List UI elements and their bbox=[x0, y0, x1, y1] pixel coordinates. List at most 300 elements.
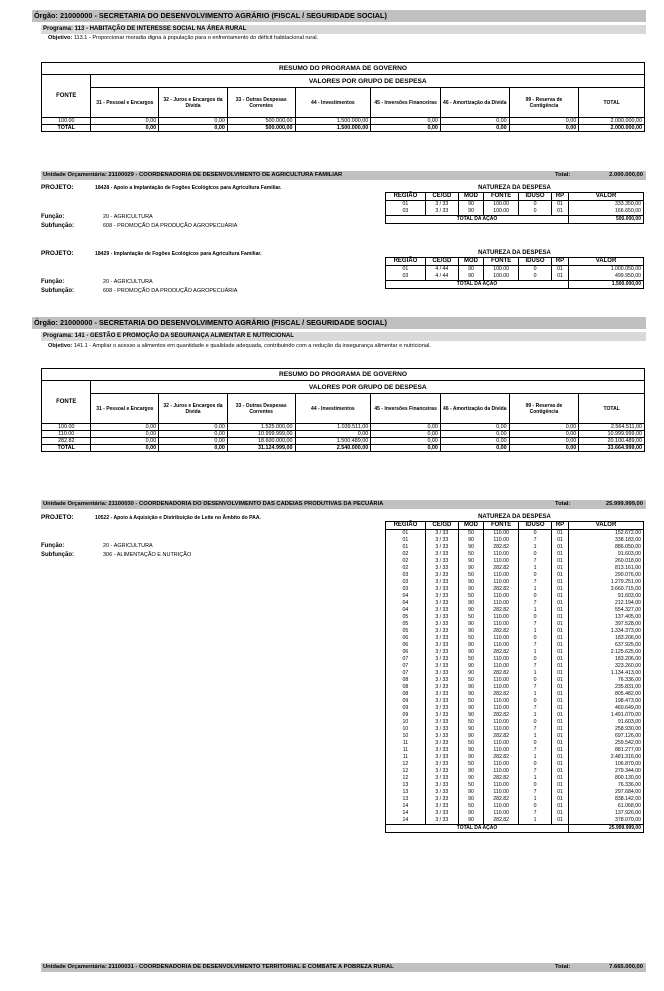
mod-cell: 90 bbox=[458, 544, 483, 551]
col-iduso: IDUSO bbox=[519, 258, 552, 266]
uo-total-label: Total: bbox=[555, 501, 571, 507]
iduso-cell: 0 bbox=[519, 208, 552, 216]
value-cell: 0,00 bbox=[91, 118, 159, 125]
rp-cell: 01 bbox=[551, 642, 568, 649]
cegd-cell: 3 / 33 bbox=[425, 768, 458, 775]
mod-cell: 90 bbox=[458, 754, 483, 761]
fonte-cell: 282.82 bbox=[484, 796, 519, 803]
rp-cell: 01 bbox=[551, 726, 568, 733]
valor-cell: 259.542,00 bbox=[569, 740, 644, 747]
iduso-cell: 1 bbox=[519, 670, 552, 677]
col-99: 99 - Reserva de Contigência bbox=[509, 88, 579, 118]
mod-cell: 90 bbox=[458, 558, 483, 565]
regiao-cell: 02 bbox=[386, 558, 426, 565]
value-cell: 18.600.000,00 bbox=[227, 438, 295, 445]
mod-cell: 90 bbox=[458, 628, 483, 635]
col-valor: VALOR bbox=[569, 522, 644, 530]
value-cell: 1.525.000,00 bbox=[227, 424, 295, 431]
resumo-programa-table bbox=[41, 62, 645, 132]
natureza-row bbox=[386, 670, 644, 677]
rp-cell: 01 bbox=[551, 747, 568, 754]
iduso-cell: 1 bbox=[519, 754, 552, 761]
total-cell: 0,00 bbox=[509, 445, 579, 452]
valor-cell: 91.603,00 bbox=[569, 551, 644, 558]
mod-cell: 50 bbox=[458, 530, 483, 538]
fonte-cell: 110.00 bbox=[484, 530, 519, 538]
rp-cell: 01 bbox=[551, 572, 568, 579]
natureza-row bbox=[386, 775, 644, 782]
regiao-cell: 05 bbox=[386, 628, 426, 635]
rp-cell: 01 bbox=[551, 677, 568, 684]
value-cell: 0,00 bbox=[440, 431, 509, 438]
col-cegd: CE/GD bbox=[425, 258, 458, 266]
col-cegd: CE/GD bbox=[425, 193, 458, 201]
regiao-cell: 04 bbox=[386, 607, 426, 614]
fonte-cell: 110.00 bbox=[484, 719, 519, 726]
fonte-cell: 110.00 bbox=[484, 656, 519, 663]
regiao-cell: 12 bbox=[386, 761, 426, 768]
objetivo-text: 113.1 - Proporcionar moradia digna à população para o enfrentamento do déficit habitacional rural. bbox=[73, 35, 319, 41]
regiao-cell: 09 bbox=[386, 698, 426, 705]
cegd-cell: 3 / 33 bbox=[425, 558, 458, 565]
natureza-row bbox=[386, 273, 644, 281]
iduso-cell: 1 bbox=[519, 691, 552, 698]
rp-cell: 01 bbox=[551, 733, 568, 740]
objetivo-line bbox=[48, 342, 644, 350]
natureza-row bbox=[386, 761, 644, 768]
cegd-cell: 3 / 33 bbox=[425, 789, 458, 796]
regiao-cell: 05 bbox=[386, 621, 426, 628]
regiao-cell: 14 bbox=[386, 803, 426, 810]
iduso-cell: 0 bbox=[519, 635, 552, 642]
programa-header: Programa: 141 - GESTÃO E PROMOÇÃO DA SEGURANÇA ALIMENTAR E NUTRICIONAL bbox=[41, 332, 646, 341]
iduso-cell: 1 bbox=[519, 628, 552, 635]
mod-cell: 50 bbox=[458, 593, 483, 600]
col-iduso: IDUSO bbox=[519, 522, 552, 530]
valor-cell: 838.142,00 bbox=[569, 796, 644, 803]
natureza-despesa-table bbox=[385, 185, 644, 224]
regiao-cell: 10 bbox=[386, 719, 426, 726]
rp-cell: 01 bbox=[551, 670, 568, 677]
funcao-value: 20 - AGRICULTURA bbox=[103, 214, 153, 220]
uo-total-value: 7.665.000,00 bbox=[609, 964, 643, 970]
valor-cell: 152.672,00 bbox=[569, 530, 644, 538]
col-44: 44 - Investimentos bbox=[295, 88, 371, 118]
iduso-cell: 0 bbox=[519, 551, 552, 558]
mod-cell: 50 bbox=[458, 656, 483, 663]
total-label: TOTAL bbox=[42, 125, 91, 132]
fonte-cell: 100.00 bbox=[484, 273, 519, 281]
mod-cell: 90 bbox=[458, 579, 483, 586]
natureza-row bbox=[386, 747, 644, 754]
iduso-cell: 7 bbox=[519, 663, 552, 670]
valor-cell: 166.650,00 bbox=[569, 208, 644, 216]
iduso-cell: 1 bbox=[519, 817, 552, 825]
rp-cell: 01 bbox=[551, 775, 568, 782]
regiao-cell: 14 bbox=[386, 810, 426, 817]
cegd-cell: 3 / 33 bbox=[425, 754, 458, 761]
uo-total-value: 25.999.999,00 bbox=[605, 501, 643, 507]
regiao-cell: 12 bbox=[386, 775, 426, 782]
value-cell: 0,00 bbox=[295, 431, 371, 438]
rp-cell: 01 bbox=[551, 782, 568, 789]
col-regiao: REGIÃO bbox=[386, 258, 426, 266]
regiao-cell: 02 bbox=[386, 565, 426, 572]
valor-cell: 637.925,00 bbox=[569, 642, 644, 649]
mod-cell: 50 bbox=[458, 761, 483, 768]
col-32: 32 - Juros e Encargos da Dívida bbox=[159, 394, 228, 424]
valor-cell: 1.000.050,00 bbox=[569, 266, 644, 274]
iduso-cell: 1 bbox=[519, 775, 552, 782]
fonte-cell: 110.00 bbox=[484, 600, 519, 607]
cegd-cell: 3 / 33 bbox=[425, 712, 458, 719]
regiao-cell: 07 bbox=[386, 663, 426, 670]
iduso-cell: 0 bbox=[519, 593, 552, 600]
objetivo-label: Objetivo: bbox=[48, 343, 73, 349]
cegd-cell: 3 / 33 bbox=[425, 600, 458, 607]
natureza-row bbox=[386, 208, 644, 216]
value-cell: 0,00 bbox=[91, 431, 159, 438]
natureza-row bbox=[386, 600, 644, 607]
cegd-cell: 3 / 33 bbox=[425, 614, 458, 621]
rp-cell: 01 bbox=[551, 698, 568, 705]
regiao-cell: 14 bbox=[386, 817, 426, 825]
regiao-cell: 03 bbox=[386, 273, 426, 281]
col-45: 45 - Inversões Financeiras bbox=[371, 394, 441, 424]
value-cell: 10.999.999,00 bbox=[227, 431, 295, 438]
valor-cell: 800.130,00 bbox=[569, 775, 644, 782]
cegd-cell: 3 / 33 bbox=[425, 593, 458, 600]
rp-cell: 01 bbox=[551, 628, 568, 635]
mod-cell: 90 bbox=[458, 649, 483, 656]
natureza-row bbox=[386, 677, 644, 684]
fonte-cell: 110.00 bbox=[484, 810, 519, 817]
valor-cell: 297.684,00 bbox=[569, 789, 644, 796]
value-cell: 20.100.489,00 bbox=[579, 438, 645, 445]
mod-cell: 90 bbox=[458, 565, 483, 572]
natureza-row bbox=[386, 796, 644, 803]
mod-cell: 50 bbox=[458, 719, 483, 726]
valor-cell: 338.183,00 bbox=[569, 537, 644, 544]
rp-cell: 01 bbox=[551, 635, 568, 642]
col-99: 99 - Reserva de Contigência bbox=[509, 394, 579, 424]
projeto-label: PROJETO: bbox=[41, 184, 74, 191]
mod-cell: 50 bbox=[458, 677, 483, 684]
natureza-row bbox=[386, 733, 644, 740]
col-rp: RP bbox=[551, 522, 568, 530]
rp-cell: 01 bbox=[551, 586, 568, 593]
iduso-cell: 7 bbox=[519, 558, 552, 565]
cegd-cell: 3 / 33 bbox=[425, 747, 458, 754]
rp-cell: 01 bbox=[551, 544, 568, 551]
valor-cell: 397.528,00 bbox=[569, 621, 644, 628]
valor-cell: 499.950,00 bbox=[569, 273, 644, 281]
fonte-cell: 110.00 bbox=[484, 782, 519, 789]
iduso-cell: 7 bbox=[519, 621, 552, 628]
fonte-cell: 110.00 bbox=[484, 635, 519, 642]
col-mod: MOD bbox=[458, 258, 483, 266]
fonte-cell: 282.82 bbox=[484, 670, 519, 677]
col-regiao: REGIÃO bbox=[386, 522, 426, 530]
regiao-cell: 07 bbox=[386, 670, 426, 677]
cegd-cell: 3 / 33 bbox=[425, 572, 458, 579]
col-rp: RP bbox=[551, 258, 568, 266]
orgao-header: Órgão: 21000000 - SECRETARIA DO DESENVOLVIMENTO AGRÁRIO (FISCAL / SEGURIDADE SOCIAL) bbox=[32, 317, 646, 329]
total-cell: 1.500.000,00 bbox=[295, 125, 371, 132]
cegd-cell: 3 / 33 bbox=[425, 607, 458, 614]
fonte-cell: 110.00 bbox=[484, 642, 519, 649]
natureza-row bbox=[386, 754, 644, 761]
cegd-cell: 3 / 33 bbox=[425, 726, 458, 733]
col-46: 46 - Amortização da Dívida bbox=[440, 394, 509, 424]
total-acao-value: 25.999.999,00 bbox=[569, 825, 644, 833]
mod-cell: 90 bbox=[458, 789, 483, 796]
valor-cell: 3.660.715,00 bbox=[569, 586, 644, 593]
rp-cell: 01 bbox=[551, 740, 568, 747]
projeto-label: PROJETO: bbox=[41, 250, 74, 257]
regiao-cell: 11 bbox=[386, 747, 426, 754]
col-33: 33 - Outras Despesas Correntes bbox=[227, 394, 295, 424]
valor-cell: 1.134.413,00 bbox=[569, 670, 644, 677]
regiao-cell: 13 bbox=[386, 782, 426, 789]
valor-cell: 260.018,00 bbox=[569, 558, 644, 565]
iduso-cell: 0 bbox=[519, 761, 552, 768]
mod-cell: 90 bbox=[458, 208, 483, 216]
total-cell: 33.664.999,00 bbox=[579, 445, 645, 452]
mod-cell: 90 bbox=[458, 586, 483, 593]
rp-cell: 01 bbox=[551, 684, 568, 691]
col-fonte: FONTE bbox=[42, 75, 91, 118]
value-cell: 0,00 bbox=[509, 424, 579, 431]
value-cell: 0,00 bbox=[371, 118, 441, 125]
rp-cell: 01 bbox=[551, 593, 568, 600]
iduso-cell: 7 bbox=[519, 747, 552, 754]
regiao-cell: 07 bbox=[386, 656, 426, 663]
valor-cell: 881.277,00 bbox=[569, 747, 644, 754]
resumo-programa-table bbox=[41, 368, 645, 452]
unidade-orcamentaria-header bbox=[41, 963, 646, 972]
cegd-cell: 3 / 33 bbox=[425, 649, 458, 656]
value-cell: 2.000.000,00 bbox=[579, 118, 645, 125]
fonte-cell: 110.00 bbox=[484, 789, 519, 796]
rp-cell: 01 bbox=[551, 600, 568, 607]
cegd-cell: 3 / 33 bbox=[425, 803, 458, 810]
rp-cell: 01 bbox=[551, 761, 568, 768]
total-cell: 31.124.999,00 bbox=[227, 445, 295, 452]
cegd-cell: 3 / 33 bbox=[425, 761, 458, 768]
iduso-cell: 0 bbox=[519, 719, 552, 726]
cegd-cell: 3 / 33 bbox=[425, 201, 458, 209]
resumo-subtitle: VALORES POR GRUPO DE DESPESA bbox=[91, 381, 645, 394]
cegd-cell: 3 / 33 bbox=[425, 621, 458, 628]
unidade-orcamentaria-name: Unidade Orçamentária: 21100031 - COORDENADORIA DE DESENVOLVIMENTO TERRITORIAL E COMBATE A POBREZA RURAL bbox=[43, 964, 394, 970]
natureza-row bbox=[386, 803, 644, 810]
resumo-row bbox=[42, 118, 645, 125]
regiao-cell: 10 bbox=[386, 733, 426, 740]
mod-cell: 90 bbox=[458, 775, 483, 782]
fonte-cell: 110.00 bbox=[484, 768, 519, 775]
natureza-row bbox=[386, 607, 644, 614]
funcao-value: 20 - AGRICULTURA bbox=[103, 543, 153, 549]
iduso-cell: 7 bbox=[519, 537, 552, 544]
cegd-cell: 3 / 33 bbox=[425, 677, 458, 684]
valor-cell: 2.125.625,00 bbox=[569, 649, 644, 656]
cegd-cell: 3 / 33 bbox=[425, 796, 458, 803]
fonte-cell: 110.00 bbox=[484, 663, 519, 670]
total-label: TOTAL bbox=[42, 445, 91, 452]
valor-cell: 805.482,00 bbox=[569, 691, 644, 698]
natureza-row bbox=[386, 782, 644, 789]
regiao-cell: 02 bbox=[386, 551, 426, 558]
col-31: 31 - Pessoal e Encargos bbox=[91, 394, 159, 424]
natureza-title: NATUREZA DA DESPESA bbox=[478, 514, 551, 520]
resumo-title: RESUMO DO PROGRAMA DE GOVERNO bbox=[42, 63, 645, 75]
cegd-cell: 3 / 33 bbox=[425, 628, 458, 635]
col-fonte: FONTE bbox=[484, 522, 519, 530]
fonte-cell: 110.00 bbox=[484, 677, 519, 684]
mod-cell: 90 bbox=[458, 684, 483, 691]
value-cell: 0,00 bbox=[509, 438, 579, 445]
value-cell: 1.500.000,00 bbox=[295, 118, 371, 125]
cegd-cell: 3 / 33 bbox=[425, 551, 458, 558]
natureza-row bbox=[386, 663, 644, 670]
mod-cell: 90 bbox=[458, 273, 483, 281]
fonte-cell: 110.00 bbox=[484, 551, 519, 558]
cegd-cell: 4 / 44 bbox=[425, 266, 458, 274]
valor-cell: 106.870,00 bbox=[569, 761, 644, 768]
funcao-value: 20 - AGRICULTURA bbox=[103, 279, 153, 285]
rp-cell: 01 bbox=[551, 551, 568, 558]
rp-cell: 01 bbox=[551, 273, 568, 281]
natureza-row bbox=[386, 586, 644, 593]
rp-cell: 01 bbox=[551, 810, 568, 817]
funcao-label: Função: bbox=[41, 214, 65, 220]
natureza-row bbox=[386, 621, 644, 628]
col-fonte: FONTE bbox=[484, 258, 519, 266]
natureza-row bbox=[386, 817, 644, 825]
rp-cell: 01 bbox=[551, 817, 568, 825]
cegd-cell: 3 / 33 bbox=[425, 810, 458, 817]
fonte-cell: 110.00 bbox=[484, 698, 519, 705]
iduso-cell: 0 bbox=[519, 530, 552, 538]
natureza-row bbox=[386, 691, 644, 698]
fonte-cell: 282.82 bbox=[484, 607, 519, 614]
fonte-cell: 100.00 bbox=[42, 118, 91, 125]
rp-cell: 01 bbox=[551, 719, 568, 726]
col-46: 46 - Amortização da Dívida bbox=[440, 88, 509, 118]
iduso-cell: 0 bbox=[519, 677, 552, 684]
cegd-cell: 3 / 33 bbox=[425, 740, 458, 747]
mod-cell: 50 bbox=[458, 740, 483, 747]
valor-cell: 198.473,00 bbox=[569, 698, 644, 705]
regiao-cell: 12 bbox=[386, 768, 426, 775]
subfuncao-value: 306 - ALIMENTAÇÃO E NUTRIÇÃO bbox=[103, 552, 192, 558]
natureza-row bbox=[386, 712, 644, 719]
unidade-orcamentaria-name: Unidade Orçamentária: 21100029 - COORDENADORIA DE DESENVOLVIMENTO DE AGRICULTURA FAMILIAR bbox=[43, 172, 343, 178]
regiao-cell: 01 bbox=[386, 530, 426, 538]
regiao-cell: 08 bbox=[386, 677, 426, 684]
valor-cell: 378.070,00 bbox=[569, 817, 644, 825]
rp-cell: 01 bbox=[551, 663, 568, 670]
programa-header: Programa: 113 - HABITAÇÃO DE INTERESSE SOCIAL NA ÁREA RURAL bbox=[41, 25, 646, 34]
iduso-cell: 7 bbox=[519, 684, 552, 691]
natureza-row bbox=[386, 558, 644, 565]
subfuncao-value: 608 - PROMOÇÃO DA PRODUÇÃO AGROPECUÁRIA bbox=[103, 223, 238, 229]
valor-cell: 323.260,00 bbox=[569, 663, 644, 670]
iduso-cell: 1 bbox=[519, 586, 552, 593]
valor-cell: 137.926,00 bbox=[569, 810, 644, 817]
natureza-row bbox=[386, 726, 644, 733]
col-mod: MOD bbox=[458, 522, 483, 530]
fonte-cell: 110.00 bbox=[484, 740, 519, 747]
col-mod: MOD bbox=[458, 193, 483, 201]
col-45: 45 - Inversões Financeiras bbox=[371, 88, 441, 118]
regiao-cell: 11 bbox=[386, 740, 426, 747]
value-cell: 0,00 bbox=[91, 424, 159, 431]
cegd-cell: 3 / 33 bbox=[425, 642, 458, 649]
cegd-cell: 3 / 33 bbox=[425, 544, 458, 551]
fonte-cell: 110.00 bbox=[484, 537, 519, 544]
cegd-cell: 3 / 33 bbox=[425, 565, 458, 572]
rp-cell: 01 bbox=[551, 649, 568, 656]
fonte-cell: 282.82 bbox=[484, 586, 519, 593]
valor-cell: 183.206,00 bbox=[569, 635, 644, 642]
iduso-cell: 0 bbox=[519, 572, 552, 579]
value-cell: 0,00 bbox=[371, 424, 441, 431]
objetivo-label: Objetivo: bbox=[48, 35, 73, 41]
rp-cell: 01 bbox=[551, 691, 568, 698]
natureza-row bbox=[386, 572, 644, 579]
col-fonte: FONTE bbox=[484, 193, 519, 201]
iduso-cell: 0 bbox=[519, 656, 552, 663]
valor-cell: 886.050,00 bbox=[569, 544, 644, 551]
rp-cell: 01 bbox=[551, 565, 568, 572]
col-total: TOTAL bbox=[579, 394, 645, 424]
valor-cell: 258.930,00 bbox=[569, 726, 644, 733]
valor-cell: 279.344,00 bbox=[569, 768, 644, 775]
total-cell: 0,00 bbox=[159, 125, 228, 132]
valor-cell: 813.161,00 bbox=[569, 565, 644, 572]
projeto-name: 18429 - Implantação de Fogões Ecológicos para Agricultura Familiar. bbox=[95, 251, 262, 257]
mod-cell: 50 bbox=[458, 803, 483, 810]
iduso-cell: 1 bbox=[519, 649, 552, 656]
cegd-cell: 3 / 33 bbox=[425, 817, 458, 825]
fonte-cell: 282.82 bbox=[484, 817, 519, 825]
fonte-cell: 110.00 bbox=[484, 761, 519, 768]
col-31: 31 - Pessoal e Encargos bbox=[91, 88, 159, 118]
natureza-row bbox=[386, 642, 644, 649]
regiao-cell: 08 bbox=[386, 684, 426, 691]
regiao-cell: 01 bbox=[386, 266, 426, 274]
valor-cell: 76.336,00 bbox=[569, 782, 644, 789]
subfuncao-label: Subfunção: bbox=[41, 552, 74, 558]
resumo-total-row bbox=[42, 125, 645, 132]
valor-cell: 76.336,00 bbox=[569, 677, 644, 684]
fonte-cell: 282.82 bbox=[484, 712, 519, 719]
mod-cell: 90 bbox=[458, 768, 483, 775]
iduso-cell: 1 bbox=[519, 733, 552, 740]
cegd-cell: 3 / 33 bbox=[425, 691, 458, 698]
rp-cell: 01 bbox=[551, 796, 568, 803]
mod-cell: 50 bbox=[458, 698, 483, 705]
col-cegd: CE/GD bbox=[425, 522, 458, 530]
iduso-cell: 7 bbox=[519, 789, 552, 796]
col-32: 32 - Juros e Encargos da Dívida bbox=[159, 88, 228, 118]
col-iduso: IDUSO bbox=[519, 193, 552, 201]
cegd-cell: 3 / 33 bbox=[425, 705, 458, 712]
resumo-row bbox=[42, 431, 645, 438]
col-valor: VALOR bbox=[569, 193, 644, 201]
